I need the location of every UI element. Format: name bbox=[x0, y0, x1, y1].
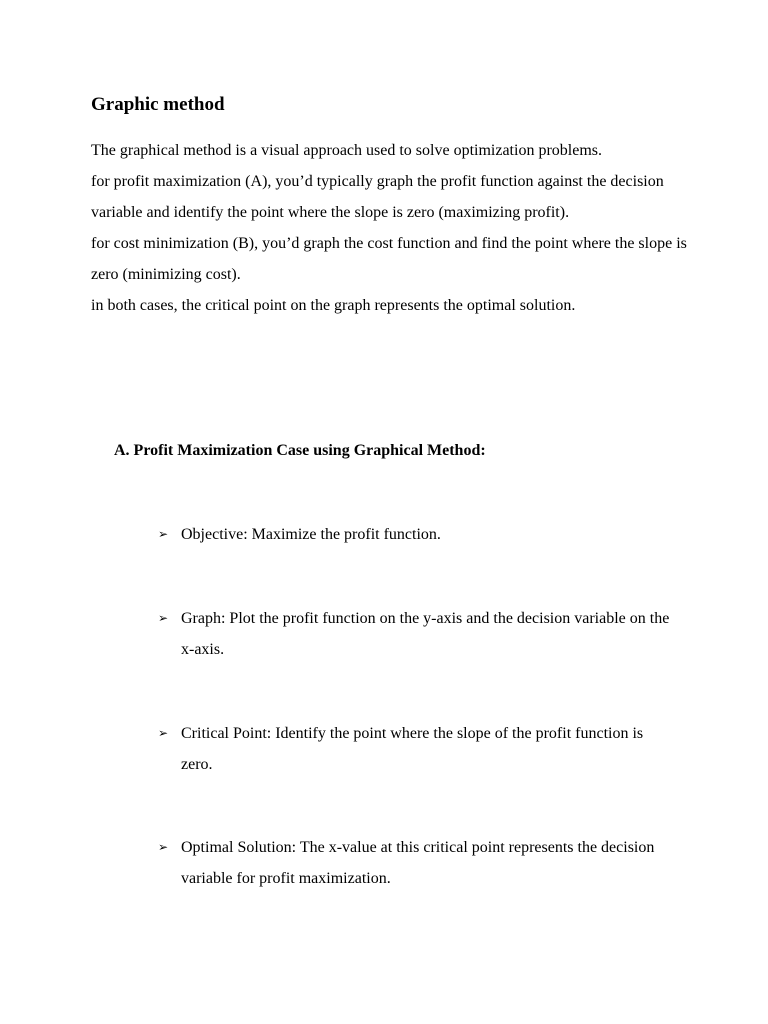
intro-line: for cost minimization (B), you’d graph the cost function and find the point where the slope is zero (minimizing cost). bbox=[91, 235, 687, 283]
intro-line: in both cases, the critical point on the graph represents the optimal solution. bbox=[91, 297, 576, 314]
bullet-text: Graph: Plot the profit function on the y-axis and the decision variable on the x-axis. bbox=[181, 610, 670, 658]
bullet-item-graph bbox=[158, 603, 678, 665]
intro-line: The graphical method is a visual approach used to solve optimization problems. bbox=[91, 142, 602, 159]
bullet-text: Critical Point: Identify the point where the slope of the profit function is zero. bbox=[181, 725, 644, 773]
bullet-text: Optimal Solution: The x-value at this critical point represents the decision variable for profit maximization. bbox=[181, 839, 655, 887]
arrowhead-bullet-icon: ➢ bbox=[158, 611, 169, 625]
arrowhead-bullet-icon: ➢ bbox=[158, 726, 169, 740]
bullet-item-optimal-solution bbox=[158, 832, 678, 894]
arrowhead-bullet-icon: ➢ bbox=[158, 840, 169, 854]
bullet-text: Objective: Maximize the profit function. bbox=[181, 526, 441, 543]
intro-line: for profit maximization (A), you’d typically graph the profit function against the decision variable and identify the point where the slope is zero (maximizing profit). bbox=[91, 173, 664, 221]
intro-paragraphs bbox=[91, 135, 691, 321]
bullet-item-critical-point bbox=[158, 718, 678, 780]
bullet-item-objective bbox=[158, 519, 678, 550]
page-heading: Graphic method bbox=[91, 94, 225, 115]
section-a-title: A. Profit Maximization Case using Graphical Method: bbox=[114, 442, 486, 459]
arrowhead-bullet-icon: ➢ bbox=[158, 527, 169, 541]
